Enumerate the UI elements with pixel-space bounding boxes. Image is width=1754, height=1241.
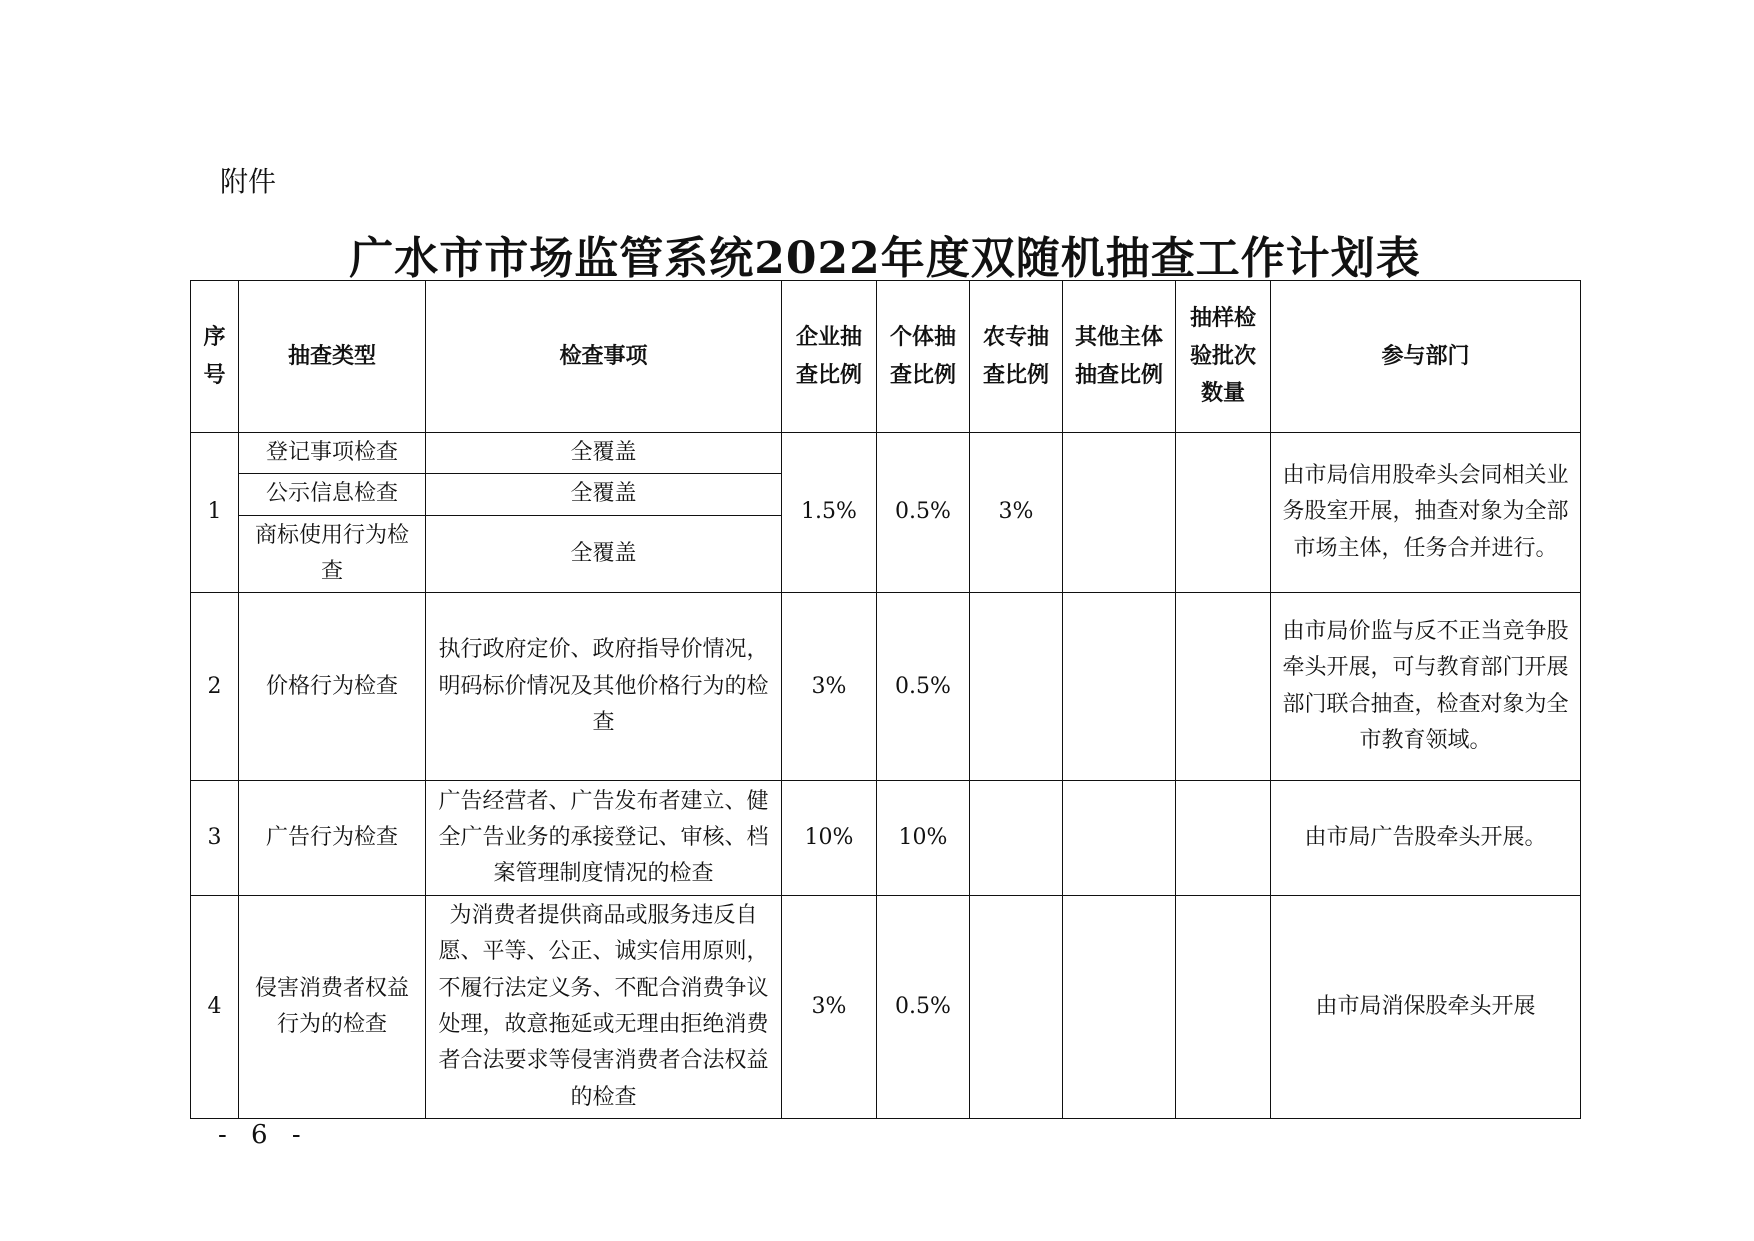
cell-matter: 全覆盖 <box>426 433 782 474</box>
table-row <box>191 593 1581 781</box>
header-other: 其他主体抽查比例 <box>1063 281 1176 433</box>
cell-enterprise: 3% <box>782 896 877 1119</box>
cell-type: 商标使用行为检查 <box>239 515 426 593</box>
cell-matter: 广告经营者、广告发布者建立、健全广告业务的承接登记、审核、档案管理制度情况的检查 <box>426 781 782 896</box>
page-number: - 6 - <box>218 1120 309 1150</box>
cell-dept: 由市局价监与反不正当竞争股牵头开展，可与教育部门开展部门联合抽查，检查对象为全市教育领域。 <box>1271 593 1581 781</box>
cell-sampling <box>1176 433 1271 593</box>
table-row <box>191 433 1581 474</box>
table-row <box>191 896 1581 1119</box>
cell-sampling <box>1176 593 1271 781</box>
cell-coop <box>970 593 1063 781</box>
cell-enterprise: 3% <box>782 593 877 781</box>
header-type: 抽查类型 <box>239 281 426 433</box>
table-row <box>191 781 1581 896</box>
header-enterprise: 企业抽查比例 <box>782 281 877 433</box>
cell-other <box>1063 433 1176 593</box>
cell-individual: 0.5% <box>877 896 970 1119</box>
cell-matter: 为消费者提供商品或服务违反自愿、平等、公正、诚实信用原则，不履行法定义务、不配合消费争议处理，故意拖延或无理由拒绝消费者合法要求等侵害消费者合法权益的检查 <box>426 896 782 1119</box>
cell-matter: 全覆盖 <box>426 474 782 515</box>
plan-table <box>190 280 1581 1119</box>
cell-type: 广告行为检查 <box>239 781 426 896</box>
cell-dept: 由市局广告股牵头开展。 <box>1271 781 1581 896</box>
cell-other <box>1063 593 1176 781</box>
cell-coop <box>970 781 1063 896</box>
header-matter: 检查事项 <box>426 281 782 433</box>
attachment-label: 附件 <box>220 165 277 198</box>
cell-matter: 全覆盖 <box>426 515 782 593</box>
cell-sampling <box>1176 781 1271 896</box>
cell-seq: 2 <box>191 593 239 781</box>
cell-other <box>1063 896 1176 1119</box>
cell-other <box>1063 781 1176 896</box>
header-sampling: 抽样检验批次数量 <box>1176 281 1271 433</box>
cell-enterprise: 10% <box>782 781 877 896</box>
cell-coop <box>970 896 1063 1119</box>
header-seq: 序号 <box>191 281 239 433</box>
header-individual: 个体抽查比例 <box>877 281 970 433</box>
cell-type: 登记事项检查 <box>239 433 426 474</box>
cell-seq: 3 <box>191 781 239 896</box>
page-title: 广水市市场监管系统2022年度双随机抽查工作计划表 <box>349 233 1421 284</box>
cell-dept: 由市局消保股牵头开展 <box>1271 896 1581 1119</box>
cell-individual: 0.5% <box>877 433 970 593</box>
cell-seq: 1 <box>191 433 239 593</box>
header-dept: 参与部门 <box>1271 281 1581 433</box>
cell-enterprise: 1.5% <box>782 433 877 593</box>
cell-individual: 10% <box>877 781 970 896</box>
cell-matter: 执行政府定价、政府指导价情况，明码标价情况及其他价格行为的检查 <box>426 593 782 781</box>
cell-dept: 由市局信用股牵头会同相关业务股室开展，抽查对象为全部市场主体，任务合并进行。 <box>1271 433 1581 593</box>
cell-type: 价格行为检查 <box>239 593 426 781</box>
cell-sampling <box>1176 896 1271 1119</box>
cell-seq: 4 <box>191 896 239 1119</box>
cell-coop: 3% <box>970 433 1063 593</box>
cell-type: 侵害消费者权益行为的检查 <box>239 896 426 1119</box>
cell-type: 公示信息检查 <box>239 474 426 515</box>
header-row <box>191 281 1581 433</box>
cell-individual: 0.5% <box>877 593 970 781</box>
header-coop: 农专抽查比例 <box>970 281 1063 433</box>
